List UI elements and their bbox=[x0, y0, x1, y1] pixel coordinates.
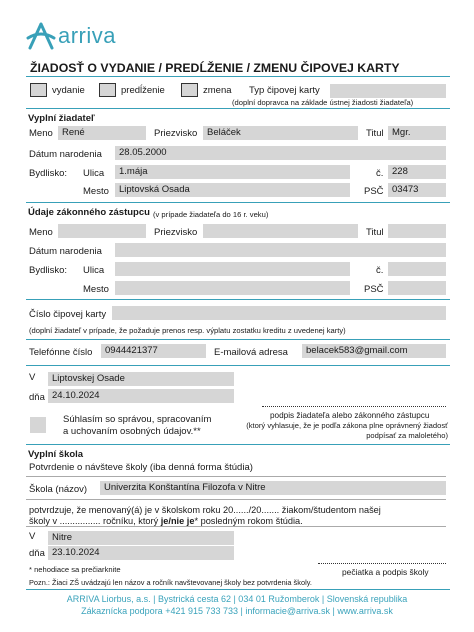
arriva-logo-icon bbox=[26, 22, 56, 50]
phone-field[interactable]: 0944421377 bbox=[101, 344, 206, 358]
school-line1: potvrdzuje, že menovaný(á) je v školskom roku 20....../20....... žiakom/študentom našej bbox=[29, 505, 381, 515]
rep-psc-field[interactable] bbox=[388, 281, 446, 295]
ulica-label: Ulica bbox=[83, 168, 105, 179]
predlzenie-label: predĺženie bbox=[121, 85, 165, 96]
priezvisko-field[interactable]: Beláček bbox=[203, 126, 358, 140]
rep-mesto-label: Mesto bbox=[83, 284, 109, 295]
form-title: ŽIADOSŤ O VYDANIE / PREDĹŽENIE / ZMENU ČIPOVEJ KARTY bbox=[30, 61, 400, 75]
stamp-line bbox=[318, 563, 446, 564]
divider bbox=[26, 589, 450, 590]
representative-note: (v prípade žiadateľa do 16 r. veku) bbox=[153, 210, 269, 219]
cislo-field[interactable]: 228 bbox=[388, 165, 446, 179]
school-name-field[interactable]: Univerzita Konštantína Filozofa v Nitre bbox=[100, 481, 446, 495]
school-line2-c: * posledným rokom štúdia. bbox=[194, 516, 303, 526]
divider bbox=[26, 499, 446, 500]
titul-label: Titul bbox=[366, 128, 384, 139]
rep-ulica-field[interactable] bbox=[115, 262, 350, 276]
rep-datum-label: Dátum narodenia bbox=[29, 246, 102, 257]
divider bbox=[26, 365, 450, 366]
psc-field[interactable]: 03473 bbox=[388, 183, 446, 197]
divider bbox=[26, 476, 446, 477]
rep-titul-field[interactable] bbox=[388, 224, 446, 238]
place-label: V bbox=[29, 372, 36, 383]
date-label: dňa bbox=[29, 392, 45, 403]
school-heading: Vyplní škola bbox=[28, 449, 84, 460]
datum-label: Dátum narodenia bbox=[29, 149, 102, 160]
rep-meno-label: Meno bbox=[29, 227, 53, 238]
email-label: E-mailová adresa bbox=[214, 347, 288, 358]
signature-line bbox=[262, 406, 446, 407]
rep-datum-field[interactable] bbox=[115, 243, 446, 257]
card-number-label: Číslo čipovej karty bbox=[29, 309, 107, 320]
phone-label: Telefónne číslo bbox=[29, 347, 93, 358]
mesto-label: Mesto bbox=[83, 186, 109, 197]
signature-note: (ktorý vyhlasuje, že je podľa zákona plne oprávnený žiadosť podpísať za maloletého) bbox=[246, 421, 448, 440]
email-field[interactable]: belacek583@gmail.com bbox=[302, 344, 446, 358]
card-number-note: (doplní žiadateľ v prípade, že požaduje prenos resp. výplatu zostatku kreditu z uvedenej karty) bbox=[29, 326, 346, 335]
signature-title: podpis žiadateľa alebo zákonného zástupcu bbox=[270, 411, 430, 420]
footer-line-2: Zákaznícka podpora +421 915 733 733 | informacie@arriva.sk | www.arriva.sk bbox=[81, 606, 393, 616]
divider bbox=[26, 108, 450, 109]
card-type-note: (doplní dopravca na základe ústnej žiadosti žiadateľa) bbox=[232, 98, 414, 107]
psc-label: PSČ bbox=[364, 186, 384, 197]
school-date-field[interactable]: 23.10.2024 bbox=[48, 546, 234, 560]
bydlisko-label: Bydlisko: bbox=[29, 168, 68, 179]
school-line2-a: školy v ................ ročníku, ktorý bbox=[29, 516, 161, 526]
date-field[interactable]: 24.10.2024 bbox=[48, 389, 234, 403]
consent-checkbox[interactable] bbox=[30, 417, 46, 433]
school-line2-b: je/nie je bbox=[160, 516, 195, 526]
rep-meno-field[interactable] bbox=[58, 224, 146, 238]
applicant-heading: Vyplní žiadateľ bbox=[28, 113, 95, 124]
vydanie-label: vydanie bbox=[52, 85, 85, 96]
footnote-2: Pozn.: Žiaci ZŠ uvádzajú len názov a ročník navštevovanej školy bez potvrdenia školy. bbox=[29, 578, 312, 587]
divider bbox=[26, 339, 450, 340]
card-type-field[interactable] bbox=[330, 84, 446, 98]
school-date-label: dňa bbox=[29, 548, 45, 559]
rep-cislo-field[interactable] bbox=[388, 262, 446, 276]
rep-psc-label: PSČ bbox=[364, 284, 384, 295]
footer-line-1: ARRIVA Liorbus, a.s. | Bystrická cesta 62 | 034 01 Ružomberok | Slovenská republika bbox=[66, 594, 408, 604]
rep-priezvisko-field[interactable] bbox=[203, 224, 358, 238]
divider bbox=[26, 526, 446, 527]
brand-name: arriva bbox=[58, 23, 117, 48]
divider bbox=[26, 76, 450, 77]
rep-ulica-label: Ulica bbox=[83, 265, 105, 276]
divider bbox=[26, 202, 450, 203]
meno-field[interactable]: René bbox=[58, 126, 146, 140]
rep-priezvisko-label: Priezvisko bbox=[154, 227, 198, 238]
school-place-field[interactable]: Nitre bbox=[48, 531, 234, 545]
ulica-field[interactable]: 1.mája bbox=[115, 165, 350, 179]
place-field[interactable]: Liptovskej Osade bbox=[48, 372, 234, 386]
cislo-label: č. bbox=[376, 168, 384, 179]
rep-cislo-label: č. bbox=[376, 265, 384, 276]
mesto-field[interactable]: Liptovská Osada bbox=[115, 183, 350, 197]
priezvisko-label: Priezvisko bbox=[154, 128, 198, 139]
divider bbox=[26, 444, 450, 445]
zmena-checkbox[interactable] bbox=[181, 83, 198, 97]
card-type-label: Typ čipovej karty bbox=[249, 85, 320, 96]
representative-heading: Údaje zákonného zástupcu bbox=[28, 207, 150, 218]
titul-field[interactable]: Mgr. bbox=[388, 126, 446, 140]
predlzenie-checkbox[interactable] bbox=[99, 83, 116, 97]
datum-field[interactable]: 28.05.2000 bbox=[115, 146, 446, 160]
card-number-field[interactable] bbox=[112, 306, 446, 320]
school-name-label: Škola (názov) bbox=[29, 484, 88, 495]
rep-bydlisko-label: Bydlisko: bbox=[29, 265, 68, 276]
divider bbox=[26, 299, 450, 300]
stamp-label: pečiatka a podpis školy bbox=[342, 567, 429, 577]
consent-text: Súhlasím so správou, spracovaním a uchovaním osobných údajov.** bbox=[63, 414, 212, 437]
footnote-1: * nehodiace sa prečiarknite bbox=[29, 565, 121, 574]
school-place-label: V bbox=[29, 531, 36, 542]
meno-label: Meno bbox=[29, 128, 53, 139]
rep-titul-label: Titul bbox=[366, 227, 384, 238]
zmena-label: zmena bbox=[203, 85, 232, 96]
arriva-logo bbox=[26, 22, 136, 52]
rep-mesto-field[interactable] bbox=[115, 281, 350, 295]
vydanie-checkbox[interactable] bbox=[30, 83, 47, 97]
school-confirm: Potvrdenie o návšteve školy (iba denná forma štúdia) bbox=[29, 462, 253, 473]
